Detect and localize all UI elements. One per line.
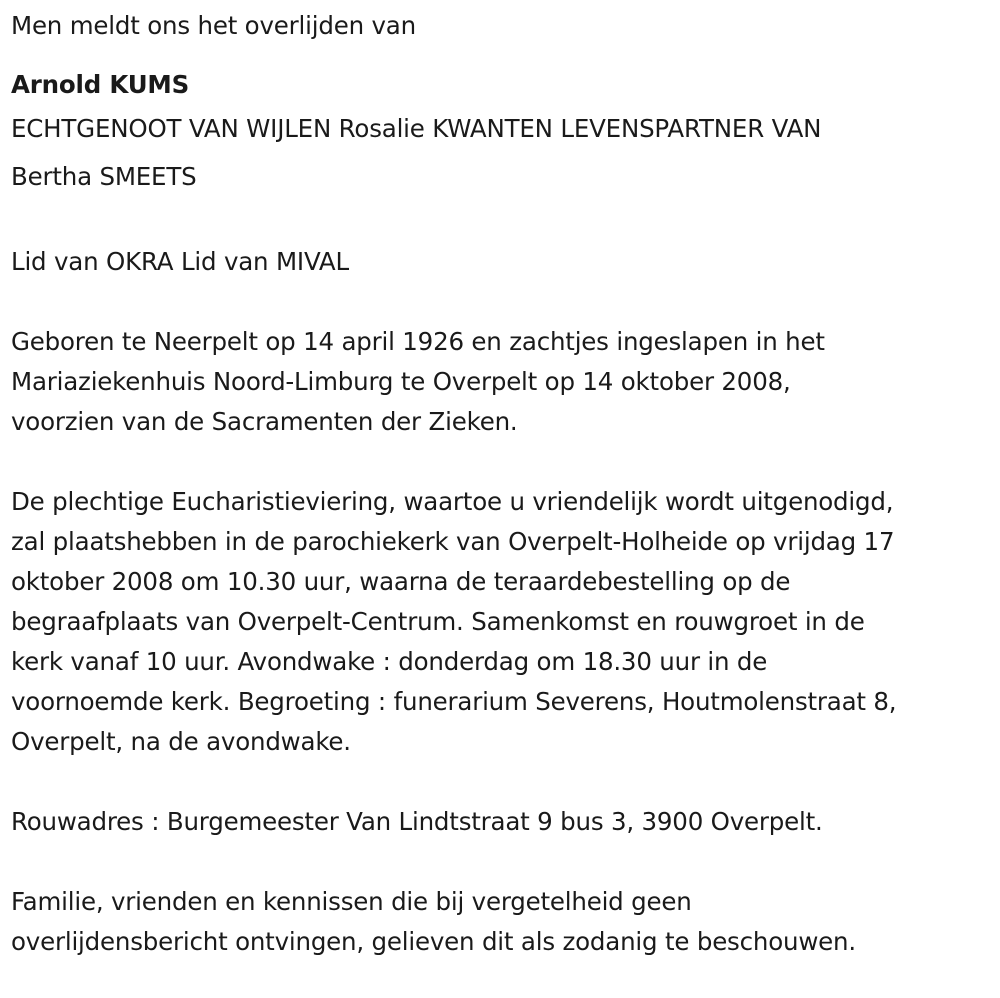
- relations-line: Bertha SMEETS: [11, 162, 197, 191]
- paragraph-line: voornoemde kerk. Begroeting : funerarium Severens, Houtmolenstraat 8,: [11, 687, 897, 716]
- paragraph-line: oktober 2008 om 10.30 uur, waarna de teraardebestelling op de: [11, 567, 791, 596]
- paragraph-line: Overpelt, na de avondwake.: [11, 727, 351, 756]
- paragraph-line: overlijdensbericht ontvingen, gelieven dit als zodanig te beschouwen.: [11, 927, 856, 956]
- paragraph-line: begraafplaats van Overpelt-Centrum. Samenkomst en rouwgroet in de: [11, 607, 865, 636]
- paragraph-line: kerk vanaf 10 uur. Avondwake : donderdag om 18.30 uur in de: [11, 647, 768, 676]
- paragraph-line: Mariaziekenhuis Noord-Limburg te Overpelt op 14 oktober 2008,: [11, 367, 791, 396]
- paragraph-line: Geboren te Neerpelt op 14 april 1926 en zachtjes ingeslapen in het: [11, 327, 825, 356]
- ceremony-paragraph: [11, 482, 990, 762]
- birth-death-paragraph: [11, 322, 990, 442]
- relations-line: ECHTGENOOT VAN WIJLEN Rosalie KWANTEN LEVENSPARTNER VAN: [11, 114, 822, 143]
- paragraph-line: De plechtige Eucharistieviering, waartoe u vriendelijk wordt uitgenodigd,: [11, 487, 894, 516]
- mourning-address: Rouwadres : Burgemeester Van Lindtstraat 9 bus 3, 3900 Overpelt.: [11, 807, 823, 836]
- intro-text: Men meldt ons het overlijden van: [11, 11, 416, 40]
- deceased-name: Arnold KUMS: [11, 70, 190, 99]
- paragraph-line: voorzien van de Sacramenten der Zieken.: [11, 407, 518, 436]
- relations-block: [11, 105, 990, 201]
- paragraph-line: zal plaatshebben in de parochiekerk van Overpelt-Holheide op vrijdag 17: [11, 527, 895, 556]
- memberships-text: Lid van OKRA Lid van MIVAL: [11, 247, 349, 276]
- paragraph-line: Familie, vrienden en kennissen die bij vergetelheid geen: [11, 887, 692, 916]
- closing-paragraph: [11, 882, 990, 962]
